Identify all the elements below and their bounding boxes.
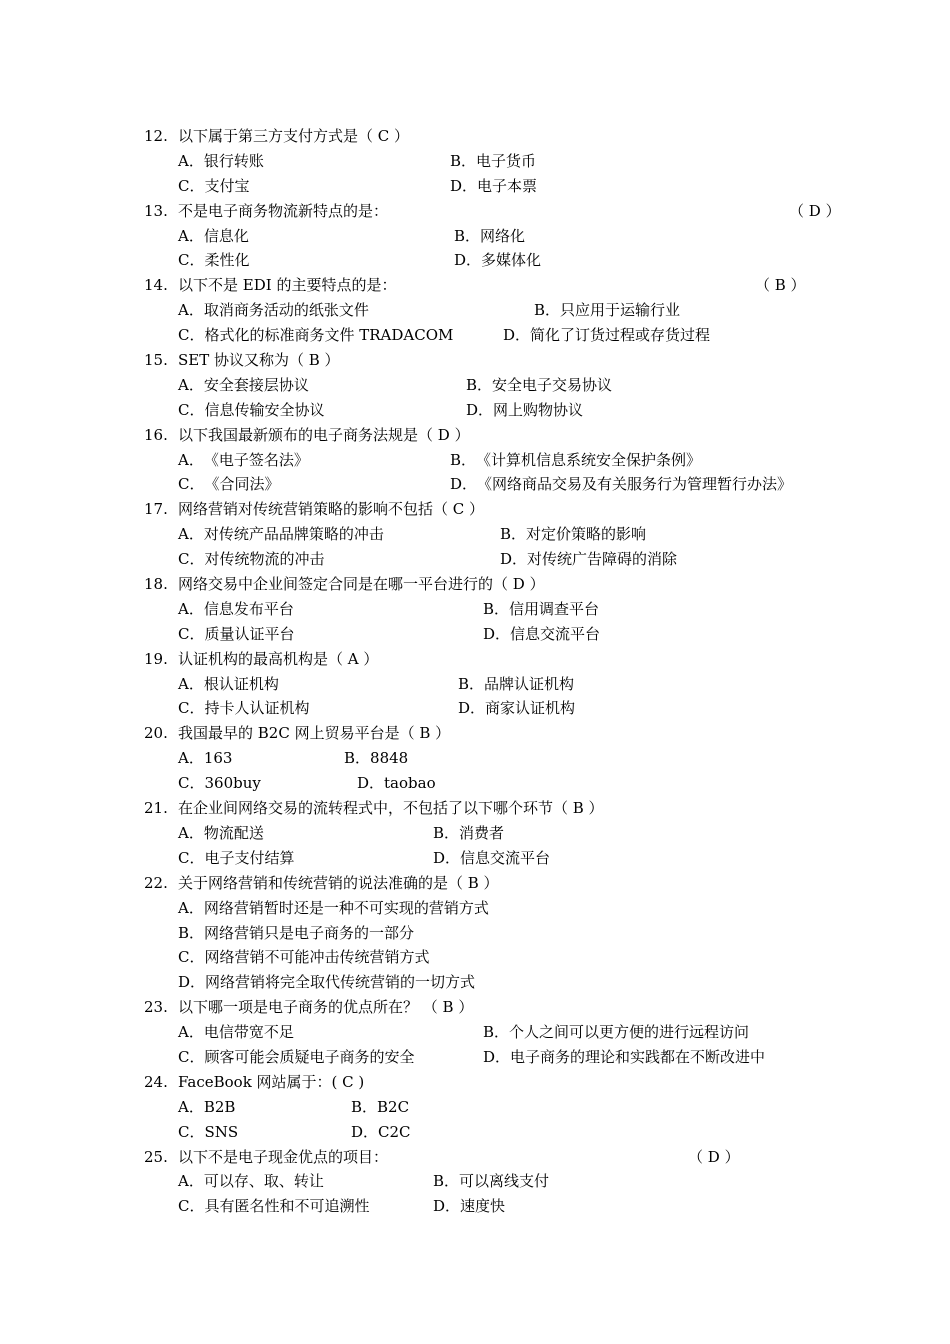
answer-option: [433, 846, 550, 871]
answer-option: [178, 970, 475, 995]
option-text: 网络营销将完全取代传统营销的一切方式: [205, 973, 476, 992]
option-row: [0, 149, 950, 174]
option-letter: A．: [178, 823, 204, 842]
option-letter: B．: [466, 375, 493, 394]
option-text: 网络营销只是电子商务的一部分: [204, 923, 415, 942]
option-text: C2C: [378, 1122, 411, 1141]
option-text: 网络营销暂时还是一种不可实现的营销方式: [203, 898, 489, 917]
answer-option: [178, 846, 295, 871]
option-text: 网上购物协议: [493, 400, 584, 419]
option-letter: D．: [458, 699, 486, 718]
answer-option: [178, 174, 250, 199]
answer-option: [178, 1045, 415, 1070]
option-row: [0, 1169, 950, 1194]
option-text: 取消商务活动的纸张文件: [203, 301, 369, 320]
option-text: 电子本票: [477, 176, 538, 195]
option-text: 支付宝: [204, 176, 250, 195]
option-letter: B．: [450, 450, 477, 469]
option-text: 电子商务的理论和实践都在不断改进中: [510, 1047, 766, 1066]
option-row: [0, 672, 950, 697]
option-letter: D．: [450, 475, 478, 494]
question-text: SET 协议又称为（ B ）: [178, 351, 340, 370]
answer-option: [450, 448, 701, 473]
answer-option: [450, 472, 792, 497]
option-letter: B．: [344, 749, 371, 768]
answer-option: [483, 622, 600, 647]
answer-mark: （ D ）: [688, 1147, 740, 1166]
answer-option: [178, 522, 384, 547]
question-line: [0, 572, 950, 597]
option-letter: A．: [178, 599, 204, 618]
option-row: [0, 472, 950, 497]
option-row: [0, 373, 950, 398]
option-letter: D．: [178, 973, 206, 992]
question-text: 在企业间网络交易的流转程式中，不包括了以下哪个环节（ B ）: [178, 799, 604, 818]
option-letter: A．: [178, 1023, 204, 1042]
option-letter: B．: [454, 226, 481, 245]
option-text: 《计算机信息系统安全保护条例》: [476, 450, 702, 469]
answer-option: [178, 149, 264, 174]
answer-option: [178, 771, 261, 796]
question-text: 网络交易中企业间签定合同是在哪一平台进行的（ D ）: [178, 575, 545, 594]
question-text: 以下哪一项是电子商务的优点所在？ （ B ）: [178, 998, 474, 1017]
answer-option: [178, 896, 489, 921]
option-letter: B．: [458, 674, 485, 693]
option-letter: A．: [178, 226, 204, 245]
option-row: [0, 921, 950, 946]
answer-option: [178, 547, 325, 572]
question-line: [0, 647, 950, 672]
option-letter: C．: [178, 1197, 205, 1216]
option-row: [0, 448, 950, 473]
answer-option: [483, 1045, 765, 1070]
answer-option: [178, 248, 250, 273]
option-text: SNS: [204, 1122, 239, 1141]
option-row: [0, 224, 950, 249]
option-letter: C．: [178, 550, 205, 569]
option-text: 电子支付结算: [204, 848, 295, 867]
option-row: [0, 323, 950, 348]
option-letter: A．: [178, 674, 204, 693]
question-text: 网络营销对传统营销策略的影响不包括（ C ）: [178, 500, 485, 519]
option-letter: A．: [178, 1172, 204, 1191]
option-letter: B．: [351, 1097, 378, 1116]
option-letter: A．: [178, 301, 204, 320]
option-letter: D．: [433, 1197, 461, 1216]
answer-option: [178, 323, 453, 348]
option-letter: C．: [178, 176, 205, 195]
answer-option: [503, 323, 710, 348]
option-text: 《电子签名法》: [203, 450, 309, 469]
option-text: 质量认证平台: [204, 624, 295, 643]
answer-option: [178, 622, 295, 647]
answer-option: [483, 1020, 749, 1045]
question-line: [0, 871, 950, 896]
answer-option: [178, 373, 309, 398]
option-text: 网络营销不可能冲击传统营销方式: [204, 948, 430, 967]
question-line: [0, 423, 950, 448]
answer-option: [500, 522, 646, 547]
option-letter: D．: [433, 848, 461, 867]
question-number: 18.: [144, 575, 168, 594]
question-line: [0, 199, 950, 224]
option-row: [0, 945, 950, 970]
option-text: 速度快: [460, 1197, 506, 1216]
option-letter: C．: [178, 1047, 205, 1066]
question-line: [0, 497, 950, 522]
option-letter: C．: [178, 400, 205, 419]
option-letter: A．: [178, 450, 204, 469]
option-text: 多媒体化: [481, 251, 542, 270]
option-text: 可以存、取、转让: [203, 1172, 324, 1191]
question-number: 14.: [144, 276, 168, 295]
option-letter: C．: [178, 1122, 205, 1141]
option-letter: A．: [178, 1097, 204, 1116]
option-letter: D．: [483, 624, 511, 643]
answer-option: [450, 174, 537, 199]
answer-option: [178, 921, 414, 946]
question-number: 19.: [144, 649, 168, 668]
answer-option: [433, 1169, 549, 1194]
question-text: 以下不是电子现金优点的项目：: [178, 1147, 389, 1166]
option-row: [0, 622, 950, 647]
option-letter: A．: [178, 151, 204, 170]
answer-option: [500, 547, 677, 572]
answer-option: [454, 224, 525, 249]
option-letter: D．: [500, 550, 528, 569]
answer-option: [178, 746, 232, 771]
option-text: 柔性化: [204, 251, 250, 270]
option-letter: C．: [178, 699, 205, 718]
answer-option: [178, 821, 264, 846]
answer-mark: （ B ）: [755, 276, 806, 295]
option-text: 只应用于运输行业: [560, 301, 681, 320]
option-row: [0, 1045, 950, 1070]
answer-option: [458, 672, 574, 697]
option-letter: D．: [466, 400, 494, 419]
question-number: 25.: [144, 1147, 168, 1166]
option-row: [0, 746, 950, 771]
option-letter: B．: [433, 823, 460, 842]
answer-option: [178, 472, 280, 497]
question-text: 关于网络营销和传统营销的说法准确的是（ B ）: [178, 873, 499, 892]
option-row: [0, 174, 950, 199]
answer-option: [178, 945, 430, 970]
question-number: 12.: [144, 127, 168, 145]
question-number: 24.: [144, 1072, 168, 1091]
question-line: [0, 721, 950, 746]
option-row: [0, 696, 950, 721]
question-number: 15.: [144, 351, 168, 370]
option-letter: B．: [483, 599, 510, 618]
option-letter: C．: [178, 251, 205, 270]
option-letter: D．: [454, 251, 482, 270]
option-text: 安全套接层协议: [203, 375, 309, 394]
question-text: 以下属于第三方支付方式是（ C ）: [178, 127, 410, 145]
question-line: [0, 1145, 950, 1170]
option-letter: A．: [178, 525, 204, 544]
question-text: 不是电子商务物流新特点的是：: [178, 201, 389, 220]
answer-option: [178, 1020, 294, 1045]
option-text: 格式化的标准商务文件 TRADACOM: [204, 326, 454, 345]
option-letter: B．: [534, 301, 561, 320]
option-text: B2C: [377, 1097, 410, 1116]
option-row: [0, 547, 950, 572]
answer-option: [178, 298, 369, 323]
answer-option: [433, 1194, 505, 1219]
question-line: [0, 124, 950, 149]
option-letter: D．: [483, 1047, 511, 1066]
question-text: 以下我国最新颁布的电子商务法规是（ D ）: [178, 425, 470, 444]
question-number: 22.: [144, 873, 168, 892]
answer-option: [450, 149, 536, 174]
option-row: [0, 821, 950, 846]
option-text: 信息化: [203, 226, 249, 245]
question-line: [0, 273, 950, 298]
answer-option: [178, 224, 249, 249]
option-letter: D．: [450, 176, 478, 195]
option-letter: B．: [178, 923, 205, 942]
question-text: FaceBook 网站属于：( C ): [178, 1072, 365, 1091]
option-text: 信息传输安全协议: [204, 400, 325, 419]
option-row: [0, 1020, 950, 1045]
option-letter: A．: [178, 749, 204, 768]
option-text: 具有匿名性和不可追溯性: [204, 1197, 370, 1216]
answer-option: [466, 373, 612, 398]
option-text: 商家认证机构: [485, 699, 576, 718]
option-text: 信用调查平台: [509, 599, 600, 618]
question-text: 我国最早的 B2C 网上贸易平台是（ B ）: [178, 724, 451, 743]
option-row: [0, 1120, 950, 1145]
option-text: 信息发布平台: [203, 599, 294, 618]
option-letter: C．: [178, 326, 205, 345]
option-row: [0, 1095, 950, 1120]
option-text: 物流配送: [203, 823, 264, 842]
option-text: 银行转账: [203, 151, 264, 170]
option-text: 电子货币: [476, 151, 537, 170]
question-number: 17.: [144, 500, 168, 519]
answer-option: [433, 821, 504, 846]
option-row: [0, 1194, 950, 1219]
answer-mark: （ D ）: [789, 201, 841, 220]
option-letter: D．: [351, 1122, 379, 1141]
option-text: 简化了订货过程或存货过程: [530, 326, 711, 345]
option-text: 可以离线支付: [459, 1172, 550, 1191]
option-letter: A．: [178, 898, 204, 917]
question-text: 认证机构的最高机构是（ A ）: [178, 649, 379, 668]
question-list: [0, 124, 950, 1219]
option-letter: C．: [178, 624, 205, 643]
option-row: [0, 522, 950, 547]
question-number: 23.: [144, 998, 168, 1017]
option-text: 360buy: [204, 774, 261, 793]
question-number: 13.: [144, 201, 168, 220]
option-text: 品牌认证机构: [484, 674, 575, 693]
option-text: 个人之间可以更方便的进行远程访问: [509, 1023, 750, 1042]
option-text: taobao: [384, 774, 436, 793]
option-text: 对传统广告障碍的消除: [527, 550, 678, 569]
option-text: 对定价策略的影响: [526, 525, 647, 544]
option-text: 信息交流平台: [460, 848, 551, 867]
answer-option: [178, 597, 294, 622]
answer-option: [178, 448, 309, 473]
option-text: 根认证机构: [203, 674, 279, 693]
option-text: 信息交流平台: [510, 624, 601, 643]
option-letter: B．: [500, 525, 527, 544]
answer-option: [351, 1095, 409, 1120]
option-letter: B．: [483, 1023, 510, 1042]
answer-option: [178, 1095, 235, 1120]
question-line: [0, 995, 950, 1020]
answer-option: [178, 696, 310, 721]
answer-option: [466, 398, 583, 423]
answer-option: [178, 1169, 324, 1194]
option-letter: A．: [178, 375, 204, 394]
option-text: 163: [203, 749, 233, 768]
option-text: 电信带宽不足: [203, 1023, 294, 1042]
option-text: 持卡人认证机构: [204, 699, 310, 718]
option-letter: C．: [178, 475, 205, 494]
option-text: 8848: [370, 749, 409, 768]
option-letter: D．: [357, 774, 385, 793]
option-row: [0, 846, 950, 871]
answer-option: [534, 298, 680, 323]
option-text: 顾客可能会质疑电子商务的安全: [204, 1047, 415, 1066]
question-text: 以下不是 EDI 的主要特点的是：: [178, 276, 397, 295]
option-letter: C．: [178, 774, 205, 793]
option-text: 《合同法》: [204, 475, 280, 494]
option-text: 对传统物流的冲击: [204, 550, 325, 569]
answer-option: [351, 1120, 411, 1145]
answer-option: [178, 1194, 370, 1219]
answer-option: [178, 1120, 238, 1145]
answer-option: [178, 672, 279, 697]
answer-option: [458, 696, 575, 721]
question-number: 16.: [144, 425, 168, 444]
option-row: [0, 896, 950, 921]
option-text: B2B: [203, 1097, 236, 1116]
question-line: [0, 1070, 950, 1095]
option-row: [0, 398, 950, 423]
question-number: 20.: [144, 724, 168, 743]
answer-option: [344, 746, 408, 771]
answer-option: [483, 597, 599, 622]
option-row: [0, 597, 950, 622]
question-line: [0, 796, 950, 821]
option-letter: B．: [450, 151, 477, 170]
question-number: 21.: [144, 799, 168, 818]
option-text: 消费者: [459, 823, 505, 842]
option-letter: D．: [503, 326, 531, 345]
option-row: [0, 771, 950, 796]
option-row: [0, 248, 950, 273]
answer-option: [357, 771, 436, 796]
option-text: 对传统产品品牌策略的冲击: [203, 525, 384, 544]
option-text: 安全电子交易协议: [492, 375, 613, 394]
answer-option: [454, 248, 541, 273]
option-row: [0, 298, 950, 323]
option-row: [0, 970, 950, 995]
option-text: 《网络商品交易及有关服务行为管理暂行办法》: [477, 475, 793, 494]
question-line: [0, 348, 950, 373]
option-letter: C．: [178, 948, 205, 967]
option-letter: C．: [178, 848, 205, 867]
option-text: 网络化: [480, 226, 526, 245]
option-letter: B．: [433, 1172, 460, 1191]
answer-option: [178, 398, 325, 423]
